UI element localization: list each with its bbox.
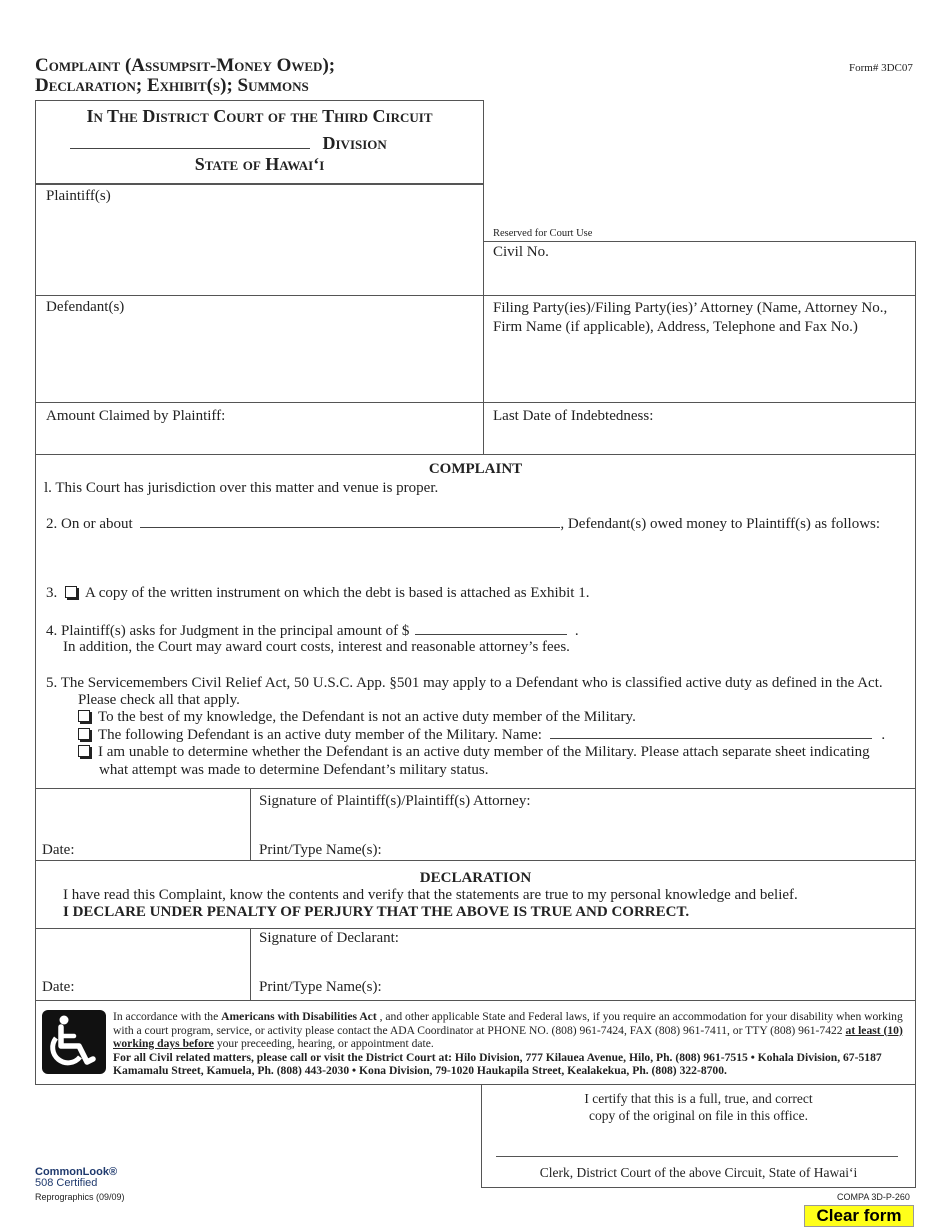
military-option-3b: what attempt was made to determine Defendant’s military status. (99, 762, 489, 778)
military-option-3-text: I am unable to determine whether the Defendant is an active duty member of the Military. Please attach separate sheet indicating (98, 744, 870, 760)
civil-no-label[interactable]: Civil No. (493, 244, 549, 260)
item4-label: 4. Plaintiff(s) asks for Judgment in the principal amount of $ (46, 623, 410, 639)
commonlook-logo: CommonLook® (35, 1166, 118, 1178)
clerk-signature-line[interactable] (496, 1156, 898, 1157)
declarant-signature-label[interactable]: Signature of Declarant: (259, 930, 399, 946)
division-row (70, 130, 387, 154)
complaint-item-2 (46, 515, 916, 533)
item4-period: . (574, 623, 579, 639)
military-option-2 (78, 726, 885, 744)
certify-line-2: copy of the original on file in this office. (588, 1108, 809, 1123)
complaint-item-4 (46, 622, 579, 640)
declaration-text: I have read this Complaint, know the contents and verify that the statements are true to my personal knowledge and belief. (63, 887, 798, 903)
accessibility-icon (42, 1010, 106, 1074)
complaint-heading: COMPLAINT (428, 461, 523, 477)
item2-label: 2. On or about (46, 516, 133, 532)
military-name-field[interactable] (550, 726, 872, 739)
form-title-line1: Complaint (Assumpsit-Money Owed); (35, 55, 336, 76)
clear-form-button[interactable]: Clear form (804, 1205, 914, 1227)
military-option-1-checkbox[interactable] (78, 710, 90, 722)
plaintiff-print-name-label[interactable]: Print/Type Name(s): (259, 842, 382, 858)
ada-notice-period: at least (10) working days before (113, 1023, 903, 1051)
complaint-item-3 (46, 585, 589, 602)
military-option-1-text: To the best of my knowledge, the Defendant is not an active duty member of the Military. (98, 709, 636, 725)
ada-text-1: In accordance with the (113, 1010, 222, 1023)
military-option-1 (78, 709, 636, 726)
court-name: In The District Court of the Third Circuit (86, 106, 433, 126)
military-option-2-text: The following Defendant is an active duty member of the Military. Name: (98, 727, 542, 743)
item2-date-field[interactable] (140, 515, 560, 528)
declaration-perjury: I DECLARE UNDER PENALTY OF PERJURY THAT THE ABOVE IS TRUE AND CORRECT. (63, 904, 690, 920)
ada-division-contacts: For all Civil related matters, please call or visit the District Court at: Hilo Division, 777 Kilauea Avenue, Hilo, Ph. (808) 961-7515 • Kohala Division, 67-5187 Kamamalu Street, Kamuela, Ph. (808) 443-2030 • Kona Division, 79-1020 Haukapila Street, Kealakekua, Ph. (808) 322-8700. (113, 1050, 882, 1078)
ada-text-2: , and other applicable State and Federal laws, if you require an accommodation for your disability when working with a court program, service, or activity please contact the ADA Coordinator at PHONE NO. (808) 961-7424, FAX (808) 961-7411, or TTY (808) 961-7422 (113, 1010, 903, 1037)
508-certified: 508 Certified (35, 1177, 98, 1189)
military-option-2-period: . (881, 727, 886, 743)
reserved-court-use: Reserved for Court Use (493, 228, 593, 239)
clerk-label: Clerk, District Court of the above Circuit, State of Hawai‘i (539, 1165, 858, 1180)
complaint-item-1: l. This Court has jurisdiction over this matter and venue is proper. (44, 480, 439, 496)
ada-text-3: your preceeding, hearing, or appointment date. (213, 1037, 434, 1051)
principal-amount-field[interactable] (415, 622, 567, 635)
military-option-3 (78, 744, 870, 761)
last-date-label[interactable]: Last Date of Indebtedness: (493, 408, 654, 424)
division-label: Division (322, 133, 387, 153)
filing-party-label[interactable]: Filing Party(ies)/Filing Party(ies)’ Attorney (Name, Attorney No., Firm Name (if applicable), Address, Telephone and Fax No.) (493, 300, 888, 335)
amount-claimed-label[interactable]: Amount Claimed by Plaintiff: (46, 408, 226, 424)
military-option-3-checkbox[interactable] (78, 745, 90, 757)
division-blank[interactable] (70, 130, 310, 149)
reprographics-date: Reprographics (09/09) (35, 1192, 125, 1202)
state-name: State of Hawai‘i (194, 154, 325, 174)
item3-number: 3. (46, 585, 58, 601)
form-title-line2: Declaration; Exhibit(s); Summons (35, 75, 309, 96)
certify-line-1: I certify that this is a full, true, and correct (584, 1091, 813, 1106)
plaintiffs-label[interactable]: Plaintiff(s) (46, 188, 111, 204)
form-number: Form# 3DC07 (849, 62, 913, 74)
item2-suffix: , Defendant(s) owed money to Plaintiff(s) as follows: (560, 516, 881, 532)
item3-text: A copy of the written instrument on which the debt is based is attached as Exhibit 1. (85, 585, 590, 601)
plaintiff-signature-label[interactable]: Signature of Plaintiff(s)/Plaintiff(s) Attorney: (259, 793, 531, 809)
complaint-item-5: 5. The Servicemembers Civil Relief Act, 50 U.S.C. App. §501 may apply to a Defendant who is classified active duty as defined in the Act. (46, 675, 883, 691)
ada-notice (113, 1010, 908, 1078)
declaration-heading: DECLARATION (419, 870, 532, 886)
compa-code: COMPA 3D-P-260 (837, 1192, 910, 1202)
ada-act: Americans with Disabilities Act (221, 1010, 377, 1023)
complaint-item-4b: In addition, the Court may award court costs, interest and reasonable attorney’s fees. (63, 639, 570, 655)
military-option-2-checkbox[interactable] (78, 728, 90, 740)
declarant-date-label[interactable]: Date: (42, 979, 75, 995)
declarant-print-name-label[interactable]: Print/Type Name(s): (259, 979, 382, 995)
complaint-item-5b: Please check all that apply. (78, 692, 240, 708)
plaintiff-date-label[interactable]: Date: (42, 842, 75, 858)
defendants-label[interactable]: Defendant(s) (46, 299, 125, 315)
item3-checkbox[interactable] (65, 586, 77, 598)
